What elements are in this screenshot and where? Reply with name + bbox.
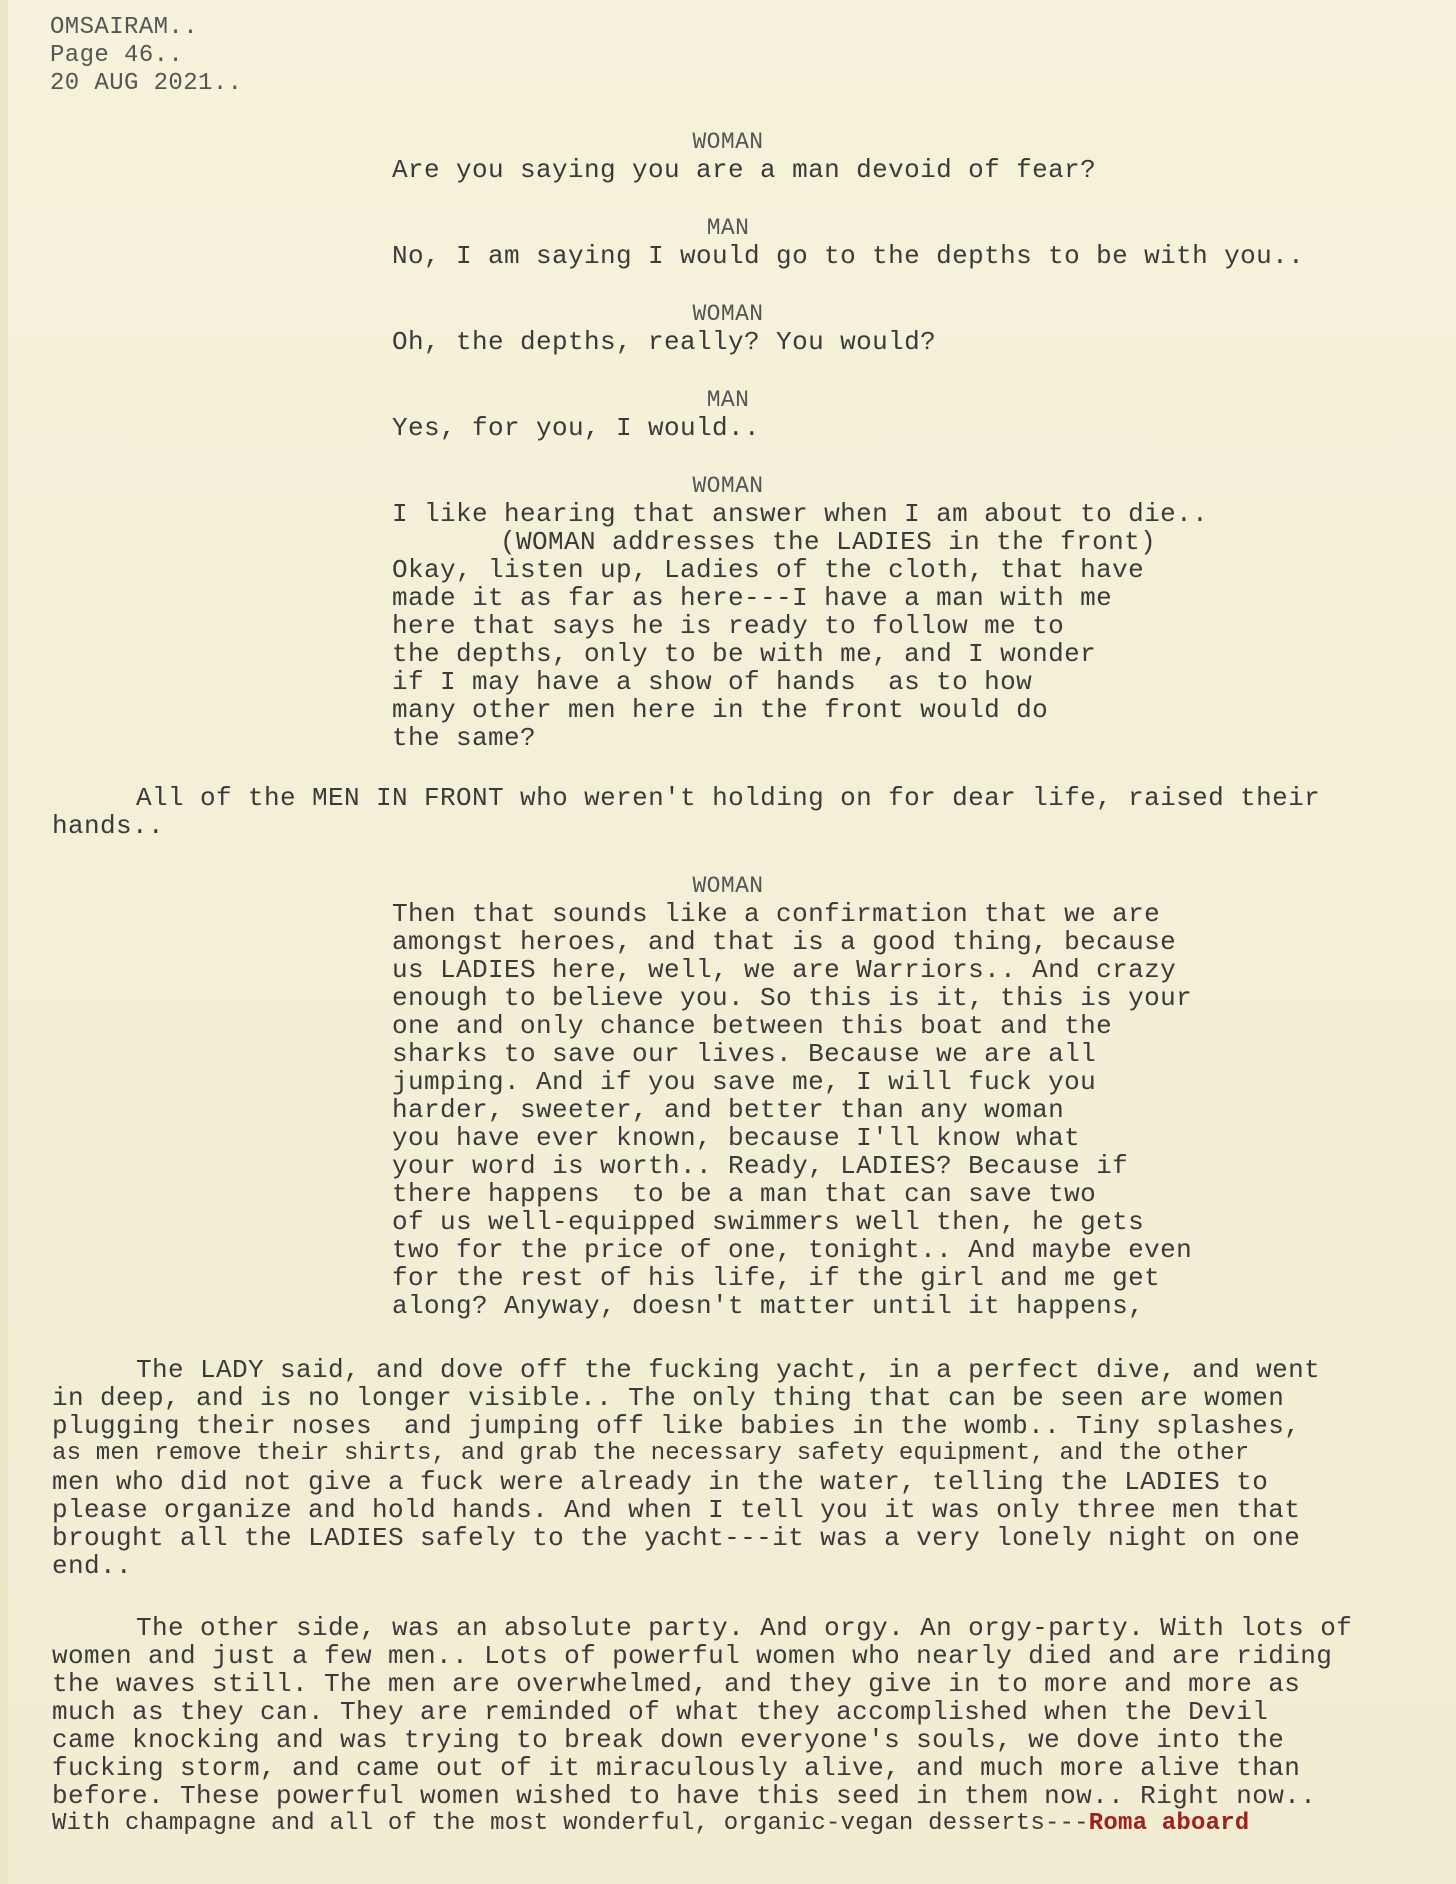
- action-line: as men remove their shirts, and grab the necessary safety equipment, and the other: [52, 1440, 1250, 1467]
- character-cue: MAN: [706, 387, 750, 413]
- dialogue-line: jumping. And if you save me, I will fuck you: [392, 1067, 1097, 1097]
- dialogue-line: I like hearing that answer when I am about to die..: [392, 499, 1209, 529]
- dialogue-line: the depths, only to be with me, and I wonder: [392, 639, 1097, 669]
- dialogue-line: Oh, the depths, really? You would?: [392, 327, 937, 357]
- dialogue-line: of us well-equipped swimmers well then, he gets: [392, 1207, 1145, 1237]
- dialogue-line: for the rest of his life, if the girl and me get: [392, 1263, 1161, 1293]
- dialogue-line: your word is worth.. Ready, LADIES? Because if: [392, 1151, 1129, 1181]
- dialogue-line: Are you saying you are a man devoid of fear?: [392, 155, 1097, 185]
- action-line: men who did not give a fuck were already in the water, telling the LADIES to: [52, 1467, 1269, 1497]
- dialogue-line: No, I am saying I would go to the depths to be with you..: [392, 241, 1305, 271]
- red-note: Roma aboard: [1088, 1810, 1250, 1837]
- dialogue-line: if I may have a show of hands as to how: [392, 667, 1033, 697]
- action-line: please organize and hold hands. And when I tell you it was only three men that: [52, 1495, 1301, 1525]
- dialogue-line: many other men here in the front would do: [392, 695, 1049, 725]
- header-date: 20 AUG 2021..: [50, 70, 243, 97]
- action-line: the waves still. The men are overwhelmed, and they give in to more and more as: [52, 1669, 1301, 1699]
- dialogue-line: made it as far as here---I have a man with me: [392, 583, 1113, 613]
- dialogue-line: harder, sweeter, and better than any woman: [392, 1095, 1065, 1125]
- character-cue: WOMAN: [692, 129, 764, 155]
- header-page-number: Page 46..: [50, 42, 184, 69]
- header-title: OMSAIRAM..: [50, 14, 199, 41]
- dialogue-line: amongst heroes, and that is a good thing, because: [392, 927, 1177, 957]
- action-line: hands..: [52, 811, 165, 841]
- action-line: fucking storm, and came out of it miraculously alive, and much more alive than: [52, 1753, 1301, 1783]
- action-line: plugging their noses and jumping off like babies in the womb.. Tiny splashes,: [52, 1411, 1301, 1441]
- dialogue-line: there happens to be a man that can save two: [392, 1179, 1097, 1209]
- character-cue: WOMAN: [692, 473, 764, 499]
- action-line: came knocking and was trying to break down everyone's souls, we dove into the: [52, 1725, 1285, 1755]
- action-line: The LADY said, and dove off the fucking yacht, in a perfect dive, and went: [136, 1355, 1321, 1385]
- dialogue-line: one and only chance between this boat and the: [392, 1011, 1113, 1041]
- page-edge: [0, 0, 8, 1884]
- dialogue-line: enough to believe you. So this is it, this is your: [392, 983, 1193, 1013]
- parenthetical: (WOMAN addresses the LADIES in the front): [500, 527, 1157, 557]
- action-line: All of the MEN IN FRONT who weren't holding on for dear life, raised their: [136, 783, 1321, 813]
- dialogue-line: Yes, for you, I would..: [392, 413, 761, 443]
- dialogue-line: the same?: [392, 723, 537, 753]
- dialogue-line: two for the price of one, tonight.. And maybe even: [392, 1235, 1193, 1265]
- action-line: The other side, was an absolute party. And orgy. An orgy-party. With lots of: [136, 1613, 1353, 1643]
- dialogue-line: us LADIES here, well, we are Warriors.. And crazy: [392, 955, 1177, 985]
- dialogue-line: you have ever known, because I'll know what: [392, 1123, 1081, 1153]
- action-line-final: [52, 1810, 1249, 1838]
- character-cue: WOMAN: [692, 873, 764, 899]
- dialogue-line: here that says he is ready to follow me to: [392, 611, 1065, 641]
- action-line: in deep, and is no longer visible.. The only thing that can be seen are women: [52, 1383, 1285, 1413]
- character-cue: MAN: [706, 215, 750, 241]
- action-line: end..: [52, 1551, 133, 1581]
- dialogue-line: along? Anyway, doesn't matter until it happens,: [392, 1291, 1145, 1321]
- dialogue-line: Then that sounds like a confirmation that we are: [392, 899, 1161, 929]
- action-line: women and just a few men.. Lots of powerful women who nearly died and are riding: [52, 1641, 1333, 1671]
- action-text: With champagne and all of the most wonderful, organic-vegan desserts---: [52, 1810, 1089, 1837]
- action-line: before. These powerful women wished to have this seed in them now.. Right now..: [52, 1781, 1317, 1811]
- dialogue-line: sharks to save our lives. Because we are all: [392, 1039, 1097, 1069]
- dialogue-line: Okay, listen up, Ladies of the cloth, that have: [392, 555, 1145, 585]
- action-line: much as they can. They are reminded of what they accomplished when the Devil: [52, 1697, 1269, 1727]
- character-cue: WOMAN: [692, 301, 764, 327]
- action-line: brought all the LADIES safely to the yacht---it was a very lonely night on one: [52, 1523, 1301, 1553]
